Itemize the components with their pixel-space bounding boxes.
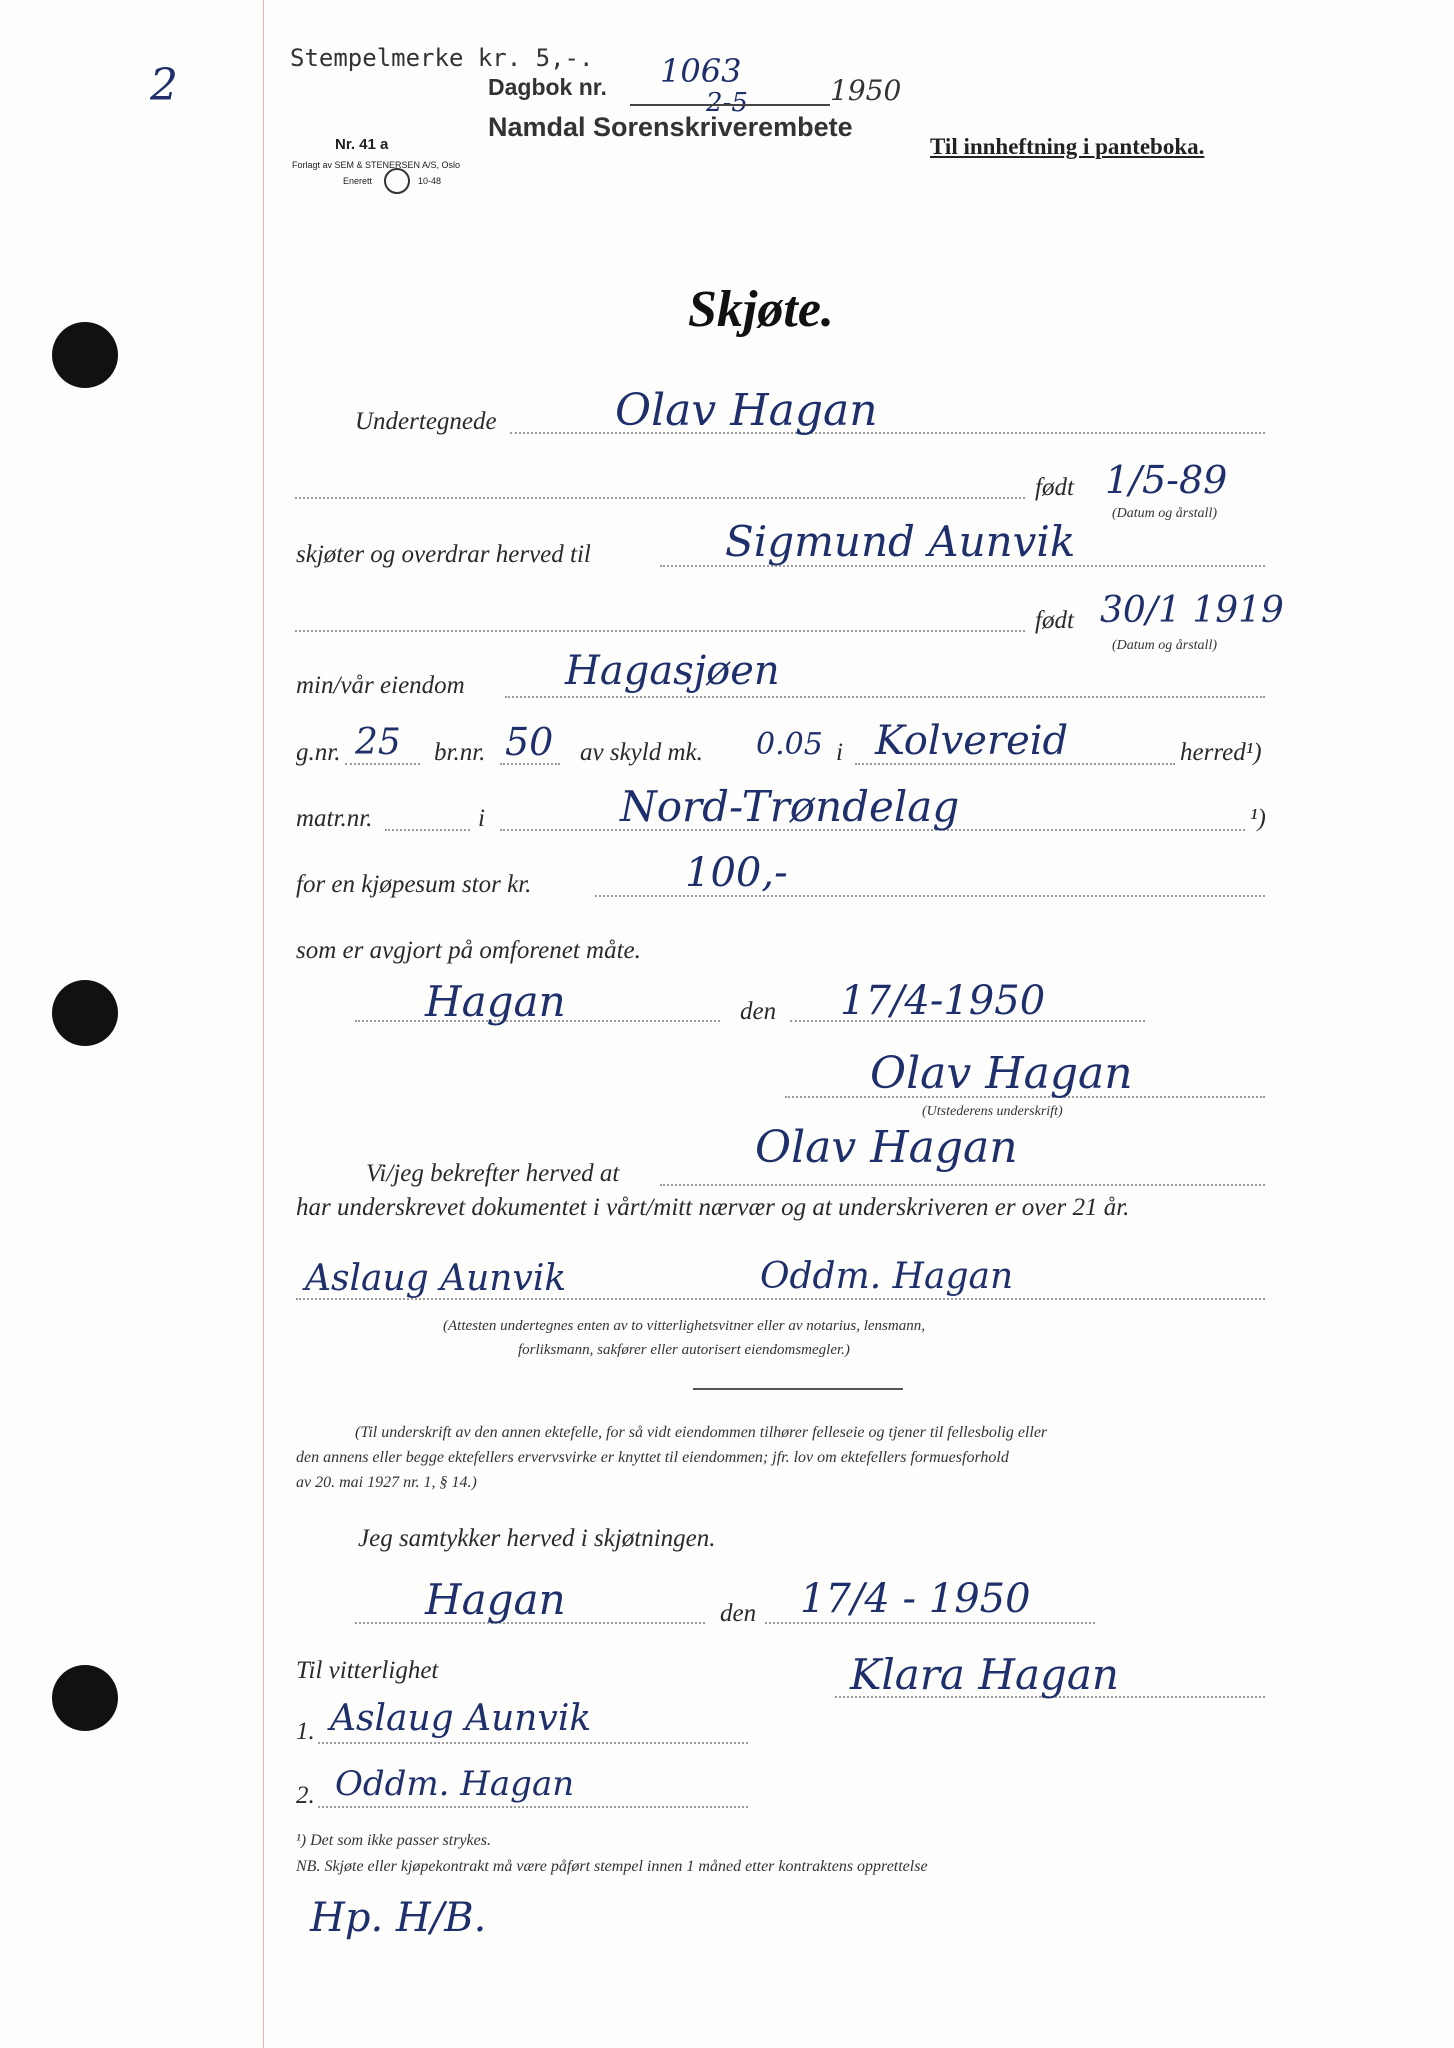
brnr-label: br.nr. bbox=[434, 739, 486, 766]
datum-hint-2: (Datum og årstall) bbox=[1112, 638, 1217, 653]
publisher-line1: Forlagt av SEM & STENERSEN A/S, Oslo bbox=[292, 160, 461, 170]
office-stamp: Namdal Sorenskriverembete bbox=[488, 112, 853, 142]
eiendom-line bbox=[505, 696, 1265, 698]
kjopesum-label: for en kjøpesum stor kr. bbox=[296, 871, 532, 898]
herred-label: herred¹) bbox=[1180, 739, 1262, 766]
place2-value: Hagan bbox=[425, 1575, 566, 1624]
bekrefter-label: Vi/jeg bekrefter herved at bbox=[366, 1160, 620, 1187]
matr-line bbox=[385, 829, 470, 831]
signature1-value: Olav Hagan bbox=[870, 1048, 1133, 1099]
spouse-note-2: den annens eller begge ektefellers ervervsvirke er knyttet til eiendommen; jfr. lov om ektefellers formuesforhold bbox=[296, 1449, 1009, 1466]
attest-divider bbox=[693, 1388, 903, 1390]
stempel-text: Stempelmerke kr. 5,-. bbox=[290, 44, 594, 72]
form-number: Nr. 41 a bbox=[335, 136, 389, 153]
publisher-logo bbox=[384, 168, 410, 194]
w2-line bbox=[318, 1806, 748, 1808]
brnr-value: 50 bbox=[505, 720, 554, 764]
punch-hole-bottom bbox=[52, 1665, 118, 1731]
skyld-label: av skyld mk. bbox=[580, 739, 703, 766]
herred-value: Kolvereid bbox=[875, 718, 1069, 764]
gnr-label: g.nr. bbox=[296, 739, 341, 766]
attest-line1: (Attesten undertegnes enten av to vitterlighetsvitner eller av notarius, lensmann, bbox=[443, 1318, 925, 1334]
date2-line bbox=[765, 1622, 1095, 1624]
fodt1-value: 1/5-89 bbox=[1105, 458, 1228, 502]
publisher-code: 10-48 bbox=[418, 176, 442, 186]
bekrefter-text: har underskrevet dokumentet i vårt/mitt nærvær og at underskriveren er over 21 år. bbox=[296, 1194, 1130, 1221]
kjopesum-value: 100,- bbox=[685, 850, 788, 896]
eiendom-value: Hagasjøen bbox=[565, 648, 780, 694]
skjoter-label: skjøter og overdrar herved til bbox=[296, 541, 591, 568]
fodt1-label: født bbox=[1035, 474, 1074, 501]
skjoter-value: Sigmund Aunvik bbox=[725, 517, 1076, 566]
date2-value: 17/4 - 1950 bbox=[800, 1576, 1031, 1622]
dagbok-date: 2-5 bbox=[706, 88, 748, 118]
w1-number: 1. bbox=[296, 1718, 315, 1745]
matr-label: matr.nr. bbox=[296, 805, 373, 832]
publisher-line2: Enerett bbox=[343, 176, 373, 186]
attest-line2: forliksmann, sakfører eller autorisert eiendomsmegler.) bbox=[518, 1342, 850, 1358]
eiendom-label: min/vår eiendom bbox=[296, 672, 465, 699]
skyld-i-label: i bbox=[836, 739, 843, 766]
den2-label: den bbox=[720, 1600, 757, 1627]
right-title: Til innheftning i panteboka. bbox=[930, 134, 1205, 159]
bottom-initials: Hp. H/B. bbox=[310, 1895, 487, 1941]
bekrefter-value: Olav Hagan bbox=[755, 1122, 1018, 1173]
document-title: Skjøte. bbox=[688, 281, 834, 338]
undertegnede-label: Undertegnede bbox=[355, 408, 497, 435]
fodt2-label: født bbox=[1035, 607, 1074, 634]
punch-hole-middle bbox=[52, 980, 118, 1046]
nb-note: NB. Skjøte eller kjøpekontrakt må være påført stempel innen 1 måned etter kontraktens opprettelse bbox=[296, 1858, 928, 1875]
gnr-line bbox=[345, 763, 420, 765]
bekrefter-line bbox=[660, 1184, 1265, 1186]
corner-mark: 2 bbox=[150, 60, 178, 111]
fodt2-value: 30/1 1919 bbox=[1100, 590, 1284, 631]
witness-sig2: Oddm. Hagan bbox=[760, 1256, 1014, 1297]
w2-signature: Oddm. Hagan bbox=[335, 1764, 575, 1804]
den1-label: den bbox=[740, 998, 777, 1025]
spouse-note-1: (Til underskrift av den annen ektefelle, for så vidt eiendommen tilhører felleseie og tjener til fellesbolig eller bbox=[355, 1424, 1048, 1441]
matr-i-label: i bbox=[478, 805, 485, 832]
samtykker-text: Jeg samtykker herved i skjøtningen. bbox=[358, 1525, 716, 1552]
date1-value: 17/4-1950 bbox=[840, 978, 1046, 1024]
w1-signature: Aslaug Aunvik bbox=[330, 1698, 592, 1739]
dagbok-label: Dagbok nr. bbox=[488, 74, 607, 100]
place1-value: Hagan bbox=[425, 977, 566, 1026]
punch-hole-top bbox=[52, 322, 118, 388]
dagbok-number: 1063 bbox=[660, 52, 742, 90]
avgjort-text: som er avgjort på omforenet måte. bbox=[296, 937, 641, 964]
gnr-value: 25 bbox=[355, 722, 401, 763]
witness-sig1: Aslaug Aunvik bbox=[305, 1258, 567, 1299]
utsteder-hint: (Utstederens underskrift) bbox=[922, 1104, 1063, 1119]
skyld-value: 0.05 bbox=[756, 727, 823, 762]
footnote-text: ¹) Det som ikke passer strykes. bbox=[296, 1832, 491, 1849]
fodt2-line-left bbox=[295, 630, 1025, 632]
w2-number: 2. bbox=[296, 1782, 315, 1809]
signature2-value: Klara Hagan bbox=[850, 1650, 1119, 1699]
fodt1-line-left bbox=[295, 497, 1025, 499]
spouse-note-3: av 20. mai 1927 nr. 1, § 14.) bbox=[296, 1474, 477, 1491]
datum-hint-1: (Datum og årstall) bbox=[1112, 506, 1217, 521]
dagbok-line bbox=[630, 104, 830, 106]
fylke-value: Nord-Trøndelag bbox=[620, 782, 960, 831]
vitterlighet-label: Til vitterlighet bbox=[296, 1657, 439, 1684]
margin-line bbox=[263, 0, 264, 2048]
undertegnede-value: Olav Hagan bbox=[615, 385, 878, 436]
w1-line bbox=[318, 1742, 748, 1744]
fylke-suffix: ¹) bbox=[1250, 805, 1266, 832]
dagbok-year: 1950 bbox=[830, 74, 902, 107]
